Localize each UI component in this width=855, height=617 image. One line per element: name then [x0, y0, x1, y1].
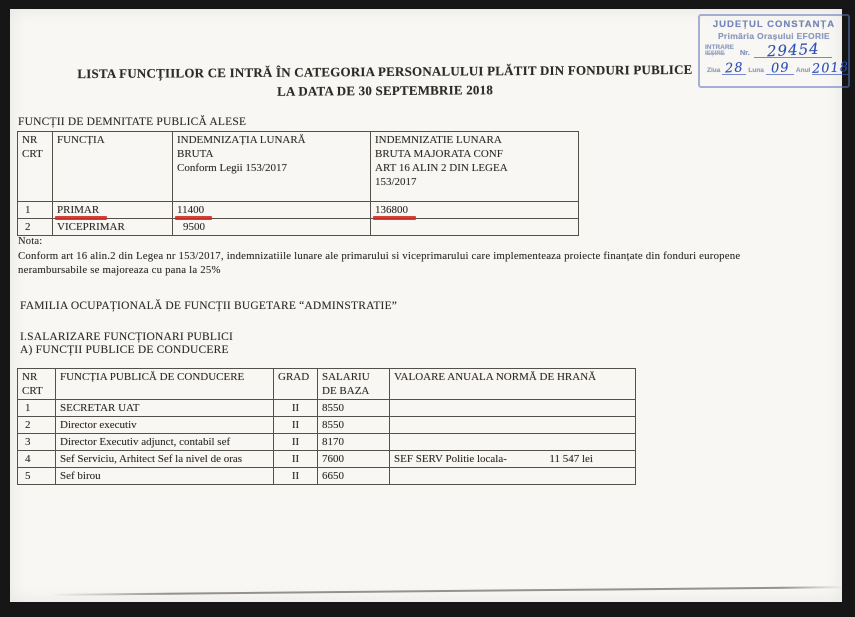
- stamp-day-value: 28: [722, 62, 746, 75]
- scan-artifact-line: [50, 586, 845, 596]
- stamp-number-row: [705, 39, 843, 61]
- section-heading-salarizare: I.SALARIZARE FUNCȚIONARI PUBLICI: [20, 331, 234, 343]
- cell-functia: VICEPRIMAR: [53, 219, 173, 236]
- title-line-1: LISTA FUNCȚIILOR CE INTRĂ ÎN CATEGORIA PERSONALULUI PLĂTIT DIN FONDURI PUBLICE: [77, 61, 693, 82]
- header-valoare-hrana: VALOARE ANUALA NORMĂ DE HRANĂ: [390, 369, 636, 400]
- header-indemnizatia: INDEMNIZAȚIA LUNARĂ BRUTA Conform Legii 153/2017: [173, 132, 371, 202]
- note-text: Conform art 16 alin.2 din Legea nr 153/2017, indemnizatiile lunare ale primarului si viceprimarului care implementeaza proiecte finanțate din fonduri europene nerambursabile se majoreaza cu pana la 25%: [18, 250, 741, 276]
- cell-functia: SECRETAR UAT: [56, 400, 274, 417]
- section-heading-demnitate: FUNCȚII DE DEMNITATE PUBLICĂ ALESE: [18, 116, 247, 128]
- section-heading-familia: FAMILIA OCUPAȚIONALĂ DE FUNCȚII BUGETARE “ADMINSTRATIE”: [20, 300, 398, 312]
- table-row: [18, 219, 579, 236]
- header-grad: GRAD: [274, 369, 318, 400]
- registry-stamp: [698, 14, 850, 88]
- valoare-suma: 11 547 lei: [549, 453, 593, 465]
- cell-functia: Sef birou: [56, 468, 274, 485]
- title-line-2: LA DATA DE 30 SEPTEMBRIE 2018: [277, 82, 494, 99]
- cell-nr: 4: [18, 451, 56, 468]
- cell-grad: II: [274, 434, 318, 451]
- cell-valoare: [390, 468, 636, 485]
- cell-salariu: 8550: [318, 417, 390, 434]
- header-functia: FUNCȚIA: [53, 132, 173, 202]
- stamp-month-value: 09: [766, 62, 794, 75]
- stamp-exit-label: IEȘIRE: [705, 51, 725, 57]
- stamp-entry-label: INTRARE: [705, 44, 734, 51]
- table-row: [18, 434, 636, 451]
- stamp-month-label: Luna: [748, 67, 764, 74]
- stamp-entry-exit: [705, 44, 734, 58]
- stamp-nr-label: Nr.: [739, 48, 750, 57]
- cell-functia: Sef Serviciu, Arhitect Sef la nivel de oras: [56, 451, 274, 468]
- cell-nr: 1: [18, 400, 56, 417]
- table-row: [18, 400, 636, 417]
- section-heading-conducere: A) FUNCȚII PUBLICE DE CONDUCERE: [20, 344, 229, 356]
- document-page: [10, 9, 850, 602]
- cell-valoare: [390, 451, 636, 468]
- stamp-day-label: Ziua: [707, 67, 721, 74]
- cell-salariu: 8170: [318, 434, 390, 451]
- stamp-year-label: Anul: [795, 67, 811, 74]
- valoare-text: SEF SERV Politie locala-: [394, 453, 507, 465]
- cell-grad: II: [274, 417, 318, 434]
- table-conducere-header: [18, 369, 636, 400]
- stamp-municipality: Primăria Orașului EFORIE: [717, 31, 831, 41]
- cell-valoare: [390, 434, 636, 451]
- stamp-date-row: [705, 60, 850, 77]
- cell-valoare: [390, 400, 636, 417]
- table-row: [18, 451, 636, 468]
- header-functia-publica: FUNCȚIA PUBLICĂ DE CONDUCERE: [56, 369, 274, 400]
- table-row: [18, 202, 579, 219]
- note-label: Nota:: [18, 236, 43, 247]
- cell-salariu: 8550: [318, 400, 390, 417]
- cell-functia: Director Executiv adjunct, contabil sef: [56, 434, 274, 451]
- cell-nr: 1: [18, 202, 53, 219]
- stamp-nr-value: 29454: [754, 44, 832, 58]
- cell-indemnizatia: 9500: [173, 219, 371, 236]
- stamp-year-value: 2018: [811, 60, 850, 77]
- cell-majorata: 136800: [371, 202, 579, 219]
- header-nr-crt: NR CRT: [18, 369, 56, 400]
- cell-grad: II: [274, 400, 318, 417]
- stamp-county: JUDEȚUL CONSTANȚA: [712, 19, 836, 30]
- cell-majorata: [371, 219, 579, 236]
- cell-salariu: 7600: [318, 451, 390, 468]
- cell-functia: Director executiv: [56, 417, 274, 434]
- cell-grad: II: [274, 468, 318, 485]
- cell-nr: 2: [18, 417, 56, 434]
- table-demnitate-header: [18, 132, 579, 202]
- table-conducere: [17, 368, 636, 485]
- cell-functia: PRIMAR: [53, 202, 173, 219]
- table-demnitate: [17, 131, 579, 236]
- cell-nr: 3: [18, 434, 56, 451]
- header-majorata: INDEMNIZATIE LUNARA BRUTA MAJORATA CONF ART 16 ALIN 2 DIN LEGEA 153/2017: [371, 132, 579, 202]
- table-row: [18, 468, 636, 485]
- cell-salariu: 6650: [318, 468, 390, 485]
- header-salariu: SALARIU DE BAZA: [318, 369, 390, 400]
- cell-nr: 2: [18, 219, 53, 236]
- cell-indemnizatia: 11400: [173, 202, 371, 219]
- header-nr-crt: NR CRT: [18, 132, 53, 202]
- document-title: [40, 60, 730, 103]
- table-row: [18, 417, 636, 434]
- cell-valoare: [390, 417, 636, 434]
- cell-grad: II: [274, 451, 318, 468]
- cell-nr: 5: [18, 468, 56, 485]
